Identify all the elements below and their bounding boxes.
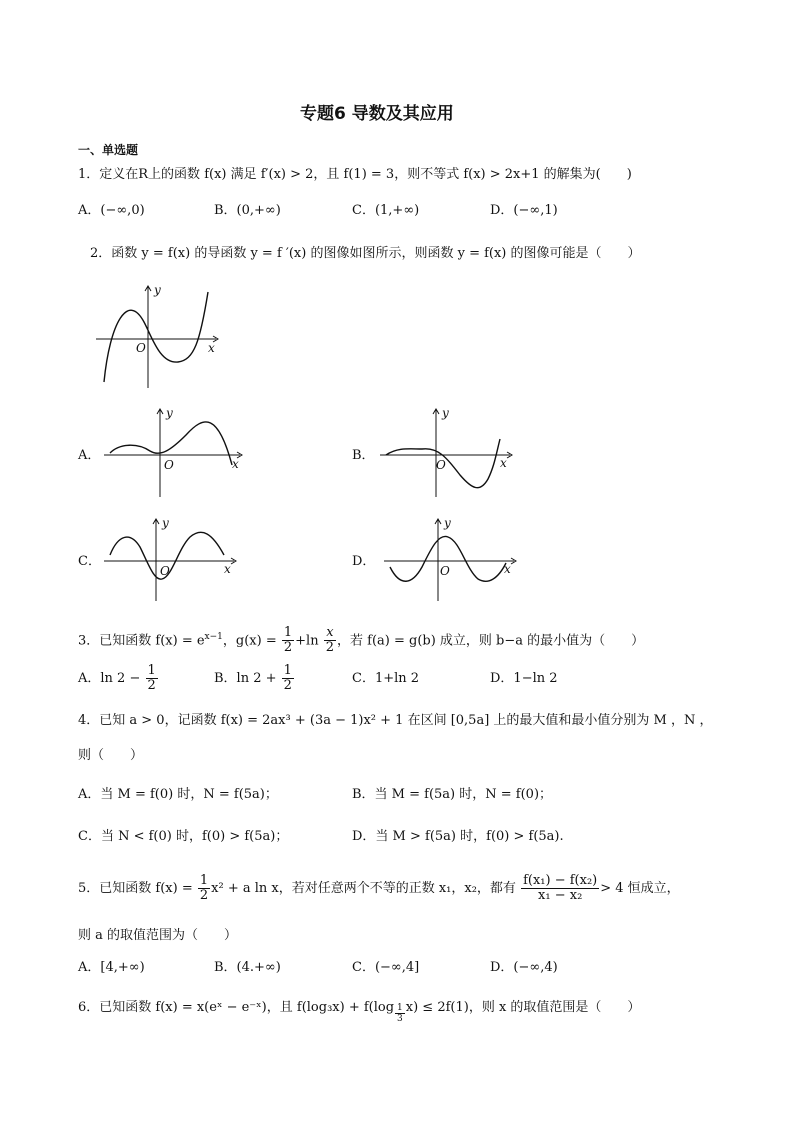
q6-stem bbox=[78, 993, 640, 1024]
q2-a-origin: O bbox=[164, 458, 174, 472]
q5-fraction-half bbox=[198, 874, 210, 903]
q2-option-a-graph bbox=[100, 405, 245, 500]
q1-option-b: B．(0,+∞) bbox=[214, 203, 281, 218]
q2-d-x-label: x bbox=[504, 562, 511, 576]
q5-option-c: C．(−∞,4] bbox=[352, 960, 420, 975]
q3-stem-part-d: ，若 f(a) = g(b) 成立，则 b−a 的最小值为（ ） bbox=[337, 633, 645, 649]
q2-stem: 2．函数 y = f(x) 的导函数 y = f ′(x) 的图像如图所示，则函数 y = f(x) 的图像可能是（ ） bbox=[90, 246, 641, 261]
q6-log-base bbox=[395, 1003, 405, 1024]
q2-graph-y-label: y bbox=[154, 283, 161, 297]
q5-stem-part-c: > 4 恒成立， bbox=[600, 881, 680, 896]
q3-fraction-half bbox=[282, 626, 294, 655]
q3-stem-part-b: ，g(x) = bbox=[222, 633, 277, 649]
q5-stem-part-b: x² + a ln x，若对任意两个不等的正数 x₁，x₂，都有 bbox=[211, 881, 516, 896]
q3-x-den: 2 bbox=[325, 640, 334, 656]
page-title: 专题6 导数及其应用 bbox=[300, 104, 454, 124]
q2-option-d-graph bbox=[380, 515, 520, 605]
q2-graph-x-label: x bbox=[208, 341, 215, 355]
q3-option-c: C．1+ln 2 bbox=[352, 671, 420, 686]
q5-stem bbox=[78, 872, 680, 906]
q6-base-den: 3 bbox=[397, 1014, 403, 1024]
q2-b-y-label: y bbox=[442, 406, 449, 420]
q3-exponent: x−1 bbox=[204, 632, 223, 642]
q2-option-b-graph bbox=[376, 405, 516, 500]
q2-c-x-label: x bbox=[224, 562, 231, 576]
q3-stem bbox=[78, 622, 644, 656]
q3-fraction-x2 bbox=[324, 626, 336, 655]
q3-b-frac bbox=[282, 664, 294, 693]
q5-option-a: A．[4,+∞) bbox=[78, 960, 145, 975]
q2-option-c-label: C． bbox=[78, 554, 101, 569]
q3-b-text: B．ln 2 + bbox=[214, 671, 277, 686]
q2-a-y-label: y bbox=[166, 406, 173, 420]
q3-half-den: 2 bbox=[283, 640, 293, 656]
q3-a-frac bbox=[146, 664, 158, 693]
q4-stem-line2: 则（ ） bbox=[78, 748, 144, 763]
q3-stem-part-a: 3．已知函数 f(x) = e bbox=[78, 633, 205, 649]
q1-stem: 1．定义在R上的函数 f(x) 满足 f′(x) > 2，且 f(1) = 3，则不等式 f(x) > 2x+1 的解集为( ) bbox=[78, 167, 632, 182]
q5-option-d: D．(−∞,4) bbox=[490, 960, 558, 975]
q5-half-num: 1 bbox=[199, 873, 209, 888]
q4-option-d: D．当 M > f(5a) 时，f(0) > f(5a). bbox=[352, 829, 564, 844]
q2-option-a-label: A． bbox=[78, 448, 101, 463]
q2-b-x-label: x bbox=[500, 456, 507, 470]
q3-stem-part-c: +ln bbox=[295, 633, 319, 649]
q4-option-c: C．当 N < f(0) 时，f(0) > f(5a)； bbox=[78, 829, 289, 844]
q2-c-y-label: y bbox=[162, 516, 169, 530]
q2-b-origin: O bbox=[436, 458, 446, 472]
q5-fraction-difference bbox=[521, 874, 599, 903]
q5-half-den: 2 bbox=[199, 888, 209, 903]
section-heading: 一、单选题 bbox=[78, 143, 139, 157]
q3-x-num: x bbox=[324, 626, 336, 641]
q3-option-b bbox=[214, 664, 295, 694]
q3-a-den: 2 bbox=[147, 678, 156, 693]
q2-derivative-graph bbox=[92, 282, 222, 392]
q2-d-y-label: y bbox=[444, 516, 451, 530]
q1-option-d: D．(−∞,1) bbox=[490, 203, 558, 218]
q5-option-b: B．(4.+∞) bbox=[214, 960, 281, 975]
q4-option-b: B．当 M = f(5a) 时，N = f(0)； bbox=[352, 787, 553, 802]
q6-base-num: 1 bbox=[397, 1003, 403, 1013]
q4-stem: 4．已知 a > 0，记函数 f(x) = 2ax³ + (3a − 1)x² + 1 在区间 [0,5a] 上的最大值和最小值分别为 M ，N ， bbox=[78, 713, 713, 728]
q2-a-x-label: x bbox=[232, 457, 239, 471]
q3-b-num: 1 bbox=[283, 663, 292, 678]
q3-half-num: 1 bbox=[283, 625, 293, 641]
q1-option-c: C．(1,+∞) bbox=[352, 203, 420, 218]
q3-option-d: D．1−ln 2 bbox=[490, 671, 558, 686]
q5-diff-num: f(x₁) − f(x₂) bbox=[523, 873, 598, 888]
q3-b-den: 2 bbox=[283, 678, 292, 693]
q4-option-a: A．当 M = f(0) 时，N = f(5a)； bbox=[78, 787, 278, 802]
q6-stem-part-b: x) ≤ 2f(1)，则 x 的取值范围是（ ） bbox=[405, 1000, 641, 1015]
q2-option-c-graph bbox=[100, 515, 240, 605]
q5-stem-part-a: 5．已知函数 f(x) = bbox=[78, 881, 193, 896]
q5-stem-line2: 则 a 的取值范围为（ ） bbox=[78, 928, 238, 943]
q2-d-origin: O bbox=[440, 564, 450, 578]
q3-a-text: A．ln 2 − bbox=[78, 671, 141, 686]
q2-c-origin: O bbox=[160, 564, 170, 578]
q2-option-b-label: B． bbox=[352, 448, 375, 463]
q5-diff-den: x₁ − x₂ bbox=[538, 888, 583, 903]
q6-stem-part-a: 6．已知函数 f(x) = x(eˣ − e⁻ˣ)，且 f(log₃x) + f(log bbox=[78, 1000, 395, 1015]
q2-graph-origin: O bbox=[136, 341, 146, 355]
q1-option-a: A．(−∞,0) bbox=[78, 203, 145, 218]
q2-option-d-label: D． bbox=[352, 554, 376, 569]
q3-option-a bbox=[78, 664, 159, 694]
q3-a-num: 1 bbox=[147, 663, 156, 678]
